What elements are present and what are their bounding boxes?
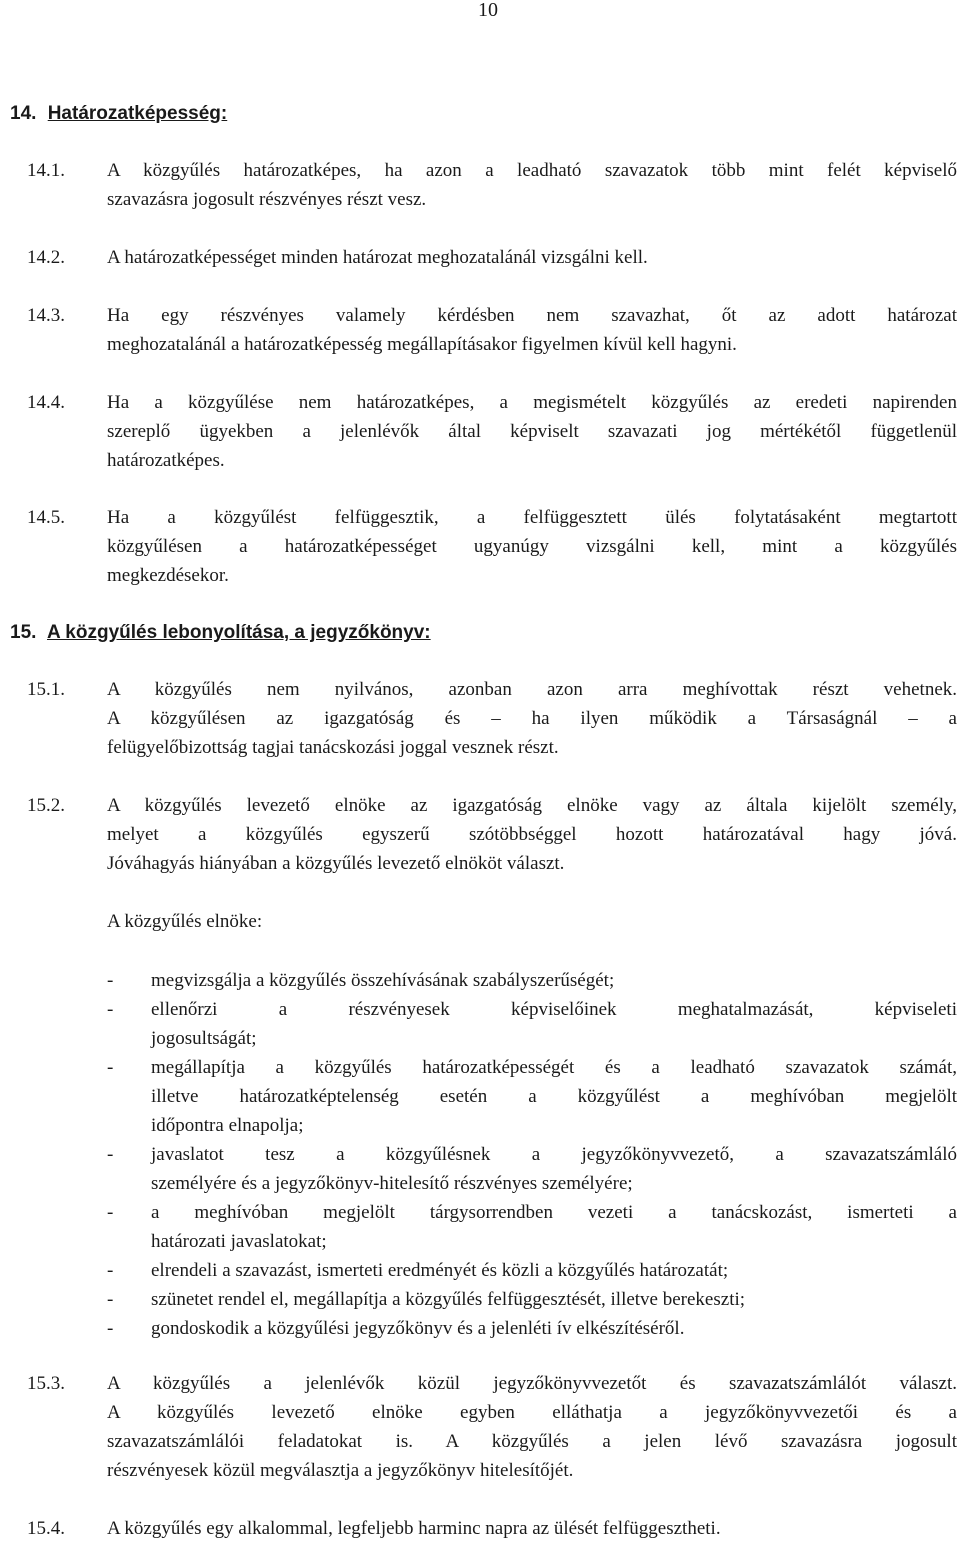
paragraph-number: 14.5.	[27, 507, 65, 528]
section-14-title: Határozatképesség:	[47, 103, 228, 124]
text-line: A közgyűlés levezető elnöke az igazgatóság elnöke vagy az általa kijelölt személy,	[107, 795, 957, 816]
text-line: illetve határozatképtelenség esetén a közgyűlést a meghívóban megjelölt	[151, 1086, 957, 1107]
text-line: megállapítja a közgyűlés határozatképességét és a leadható szavazatok számát,	[151, 1057, 957, 1078]
text-line: meghozatalánál a határozatképesség megállapításakor figyelmen kívül kell hagyni.	[107, 334, 737, 355]
paragraph-text	[107, 791, 957, 878]
text-line: gondoskodik a közgyűlési jegyzőkönyv és a jelenléti ív elkészítéséről.	[151, 1318, 685, 1339]
text-line: időpontra elnapolja;	[151, 1115, 304, 1136]
text-line: A közgyűlésen az igazgatóság és – ha ilyen működik a Társaságnál – a	[107, 708, 957, 729]
paragraph-text	[107, 1514, 957, 1543]
text-line: ellenőrzi a részvényesek képviselőinek meghatalmazását, képviseleti	[151, 999, 957, 1020]
dash-bullet: -	[107, 1144, 114, 1165]
page-number: 10	[478, 0, 498, 21]
list-item	[107, 966, 957, 995]
paragraph-number: 14.4.	[27, 392, 65, 413]
paragraph-text	[107, 156, 957, 214]
text-line: javaslatot tesz a közgyűlésnek a jegyzőkönyvvezető, a szavazatszámláló	[151, 1144, 957, 1165]
paragraph-text	[107, 301, 957, 359]
section-15-title: A közgyűlés lebonyolítása, a jegyzőkönyv:	[47, 622, 431, 643]
text-line: személyére és a jegyzőkönyv-hitelesítő részvényes személyére;	[151, 1173, 633, 1194]
dash-bullet: -	[107, 1202, 114, 1223]
paragraph-text	[107, 675, 957, 762]
section-15-heading	[10, 621, 431, 645]
paragraph-number: 15.4.	[27, 1518, 65, 1539]
paragraph-15-3	[27, 1369, 957, 1485]
paragraph-15-4	[27, 1514, 957, 1543]
text-line: szünetet rendel el, megállapítja a közgyűlés felfüggesztését, illetve berekeszti;	[151, 1289, 746, 1310]
text-line: szavazatszámlálói feladatokat is. A közgyűlés a jelen lévő szavazásra jogosult	[107, 1431, 957, 1452]
text-line: megvizsgálja a közgyűlés összehívásának szabályszerűségét;	[151, 970, 615, 991]
list-item	[107, 1053, 957, 1140]
text-line: a meghívóban megjelölt tárgysorrendben vezeti a tanácskozást, ismerteti a	[151, 1202, 957, 1223]
text-line: Ha a közgyűlést felfüggesztik, a felfüggesztett ülés folytatásaként megtartott	[107, 507, 957, 528]
text-line: A közgyűlés a jelenlévők közül jegyzőkönyvvezetőt és szavazatszámlálót választ.	[107, 1373, 957, 1394]
paragraph-number: 14.1.	[27, 160, 65, 181]
text-line: határozati javaslatokat;	[151, 1231, 327, 1252]
paragraph-text	[107, 243, 957, 272]
text-line: A közgyűlés határozatképes, ha azon a leadható szavazatok több mint felét képviselő	[107, 160, 957, 181]
text-line: A közgyűlés levezető elnöke egyben elláthatja a jegyzőkönyvvezetői és a	[107, 1402, 957, 1423]
section-15-number: 15.	[10, 622, 37, 643]
chair-duties-intro: A közgyűlés elnöke:	[107, 911, 263, 932]
list-item	[107, 1314, 957, 1343]
text-line: A közgyűlés egy alkalommal, legfeljebb harminc napra az ülését felfüggesztheti.	[107, 1518, 721, 1539]
list-item	[107, 1140, 957, 1198]
paragraph-14-1	[27, 156, 957, 214]
text-line: jogosultságát;	[151, 1028, 257, 1049]
text-line: elrendeli a szavazást, ismerteti eredményét és közli a közgyűlés határozatát;	[151, 1260, 729, 1281]
paragraph-number: 14.2.	[27, 247, 65, 268]
paragraph-number: 15.1.	[27, 679, 65, 700]
text-line: szavazásra jogosult részvényes részt vesz.	[107, 189, 427, 210]
text-line: A közgyűlés nem nyilvános, azonban azon arra meghívottak részt vehetnek.	[107, 679, 957, 700]
text-line: közgyűlésen a határozatképességet ugyanúgy vizsgálni kell, mint a közgyűlés	[107, 536, 957, 557]
dash-bullet: -	[107, 999, 114, 1020]
dash-bullet: -	[107, 1057, 114, 1078]
text-line: szereplő ügyekben a jelenlévők által képviselt szavazati jog mértékétől függetlenül	[107, 421, 957, 442]
list-item	[107, 1285, 957, 1314]
paragraph-14-2	[27, 243, 957, 272]
text-line: A határozatképességet minden határozat meghozatalánál vizsgálni kell.	[107, 247, 648, 268]
paragraph-text	[107, 388, 957, 475]
paragraph-14-4	[27, 388, 957, 475]
paragraph-number: 15.3.	[27, 1373, 65, 1394]
list-item	[107, 995, 957, 1053]
paragraph-15-1	[27, 675, 957, 762]
paragraph-14-5	[27, 503, 957, 590]
paragraph-15-2	[27, 791, 957, 878]
list-item	[107, 1256, 957, 1285]
text-line: felügyelőbizottság tagjai tanácskozási joggal vesznek részt.	[107, 737, 559, 758]
chair-duties-list	[107, 966, 957, 1343]
section-14-heading	[10, 102, 227, 126]
text-line: Ha egy részvényes valamely kérdésben nem szavazhat, őt az adott határozat	[107, 305, 957, 326]
text-line: melyet a közgyűlés egyszerű szótöbbséggel hozott határozatával hagy jóvá.	[107, 824, 957, 845]
paragraph-text	[107, 503, 957, 590]
section-14-number: 14.	[10, 103, 37, 124]
dash-bullet: -	[107, 970, 114, 991]
list-item	[107, 1198, 957, 1256]
dash-bullet: -	[107, 1260, 114, 1281]
text-line: Jóváhagyás hiányában a közgyűlés levezető elnököt választ.	[107, 853, 565, 874]
dash-bullet: -	[107, 1289, 114, 1310]
paragraph-text	[107, 1369, 957, 1485]
paragraph-number: 15.2.	[27, 795, 65, 816]
text-line: részvényesek közül megválasztja a jegyzőkönyv hitelesítőjét.	[107, 1460, 574, 1481]
text-line: Ha a közgyűlése nem határozatképes, a megismételt közgyűlés az eredeti napirenden	[107, 392, 957, 413]
dash-bullet: -	[107, 1318, 114, 1339]
paragraph-number: 14.3.	[27, 305, 65, 326]
text-line: határozatképes.	[107, 450, 225, 471]
paragraph-14-3	[27, 301, 957, 359]
text-line: megkezdésekor.	[107, 565, 229, 586]
